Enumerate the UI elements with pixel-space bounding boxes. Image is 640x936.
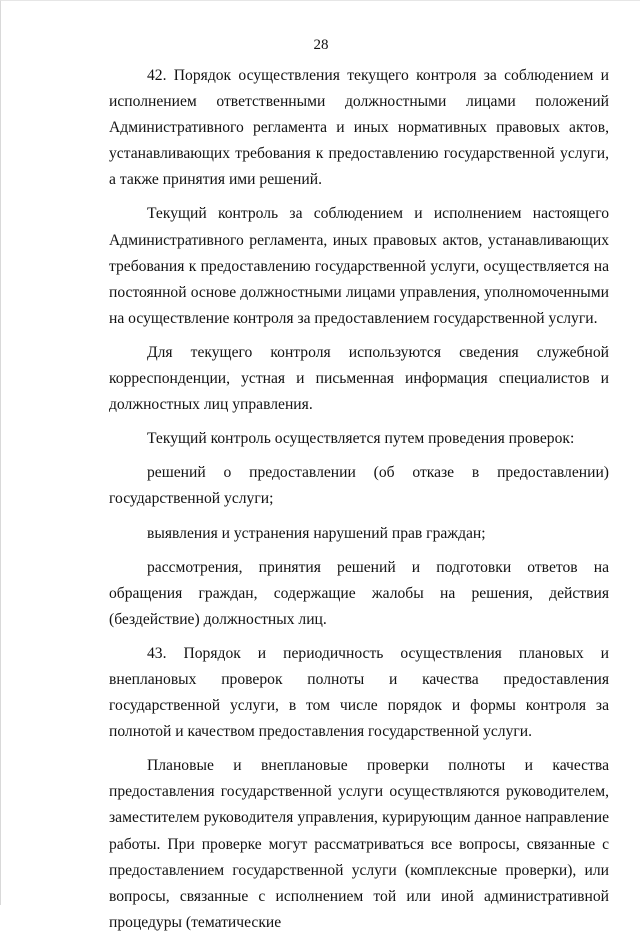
document-body	[109, 63, 609, 936]
paragraph-42-heading: 42. Порядок осуществления текущего контроля за соблюдением и исполнением ответственными должностными лицами положений Административного регламента и иных нормативных правовых актов, устанавливающих требования к предоставлению государственной услуги, а также принятия ими решений.	[109, 67, 609, 189]
page-number: 28	[313, 37, 329, 53]
paragraph-planned-checks: Плановые и внеплановые проверки полноты и качества предоставления государственной услуги осуществляются руководителем, заместителем руководителя управления, курирующим данное направление работы. При проверке могут рассматриваться все вопросы, связанные с предоставлением государственной услуги (комплексные проверки), или вопросы, связанные с исполнением той или иной административной процедуры (тематические	[109, 757, 609, 931]
paragraph-control-sources: Для текущего контроля используются сведения служебной корреспонденции, устная и письменная информация специалистов и должностных лиц управления.	[109, 343, 609, 414]
paragraph-43-heading: 43. Порядок и периодичность осуществления плановых и внеплановых проверок полноты и качества предоставления государственной услуги, в том числе порядок и формы контроля за полнотой и качеством предоставления государственной услуги.	[109, 644, 609, 741]
paragraph-check-decisions: решений о предоставлении (об отказе в предоставлении) государственной услуги;	[109, 464, 609, 508]
paragraph-check-appeals: рассмотрения, принятия решений и подготовки ответов на обращения граждан, содержащие жалобы на решения, действия (бездействие) должностных лиц.	[109, 558, 609, 628]
paragraph-checks-intro: Текущий контроль осуществляется путем проведения проверок:	[147, 430, 575, 448]
paragraph-check-violations: выявления и устранения нарушений прав граждан;	[147, 524, 486, 542]
paragraph-current-control: Текущий контроль за соблюдением и исполнением настоящего Административного регламента, иных правовых актов, устанавливающих требования к предоставлению государственной услуги, осуществляется на постоянной основе должностными лицами управления, уполномоченными на осуществление контроля за предоставлением государственной услуги.	[109, 205, 609, 327]
